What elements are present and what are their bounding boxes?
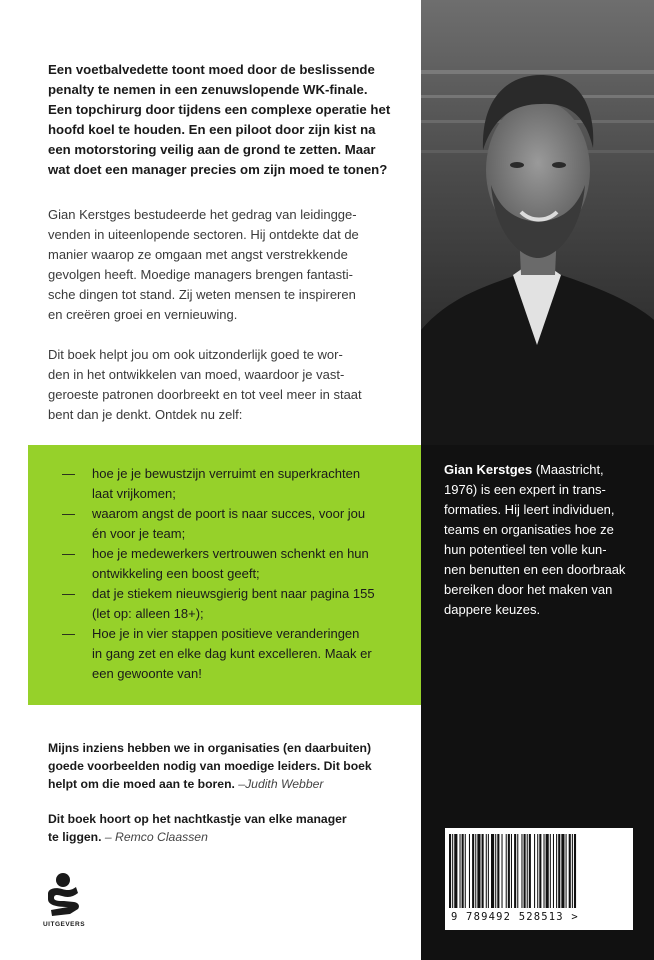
- barcode-bar: [511, 834, 512, 908]
- intro-line: een motorstoring veilig aan de grond te zetten. Maar: [48, 142, 376, 157]
- barcode-bar: [495, 834, 496, 908]
- paragraph-line: den in het ontwikkelen van moed, waardoor je vast-: [48, 367, 345, 382]
- bullet-line: waarom angst de poort is naar succes, voor jou: [92, 506, 366, 521]
- bullet-line: Hoe je in vier stappen positieve veranderingen: [92, 626, 360, 641]
- bullet-line: dat je stiekem nieuwsgierig bent naar pagina 155: [92, 586, 375, 601]
- barcode-bar: [449, 834, 451, 908]
- barcode-bar: [508, 834, 510, 908]
- barcode-bar: [517, 834, 518, 908]
- bio-line: dappere keuzes.: [444, 602, 541, 617]
- barcode-bar: [502, 834, 503, 908]
- barcode-bar: [486, 834, 487, 908]
- barcode-bar: [472, 834, 474, 908]
- quote-text: helpt om die moed aan te boren.: [48, 777, 235, 791]
- dash-icon: —: [62, 546, 75, 561]
- bio-line: [444, 460, 634, 480]
- barcode-bar: [544, 834, 545, 908]
- bullet-item: [62, 584, 412, 624]
- paragraph-line: venden in uiteenlopende sectoren. Hij ontdekte dat de: [48, 227, 359, 242]
- quote-line: goede voorbeelden nodig van moedige leiders. Dit boek: [48, 759, 372, 773]
- bullet-line: (let op: alleen 18+);: [92, 606, 204, 621]
- barcode-bar: [506, 834, 507, 908]
- bullet-line: in gang zet en elke dag kunt excelleren. Maak er: [92, 646, 372, 661]
- barcode-bar: [546, 834, 549, 908]
- barcode-bar: [569, 834, 571, 908]
- barcode-bar: [556, 834, 557, 908]
- barcode-bar: [477, 834, 480, 908]
- dash-icon: —: [62, 506, 75, 521]
- quote-line: Mijns inziens hebben we in organisaties (en daarbuiten): [48, 741, 372, 755]
- barcode-bar: [534, 834, 535, 908]
- highlight-box: [28, 445, 421, 705]
- barcode-bar: [514, 834, 516, 908]
- dash-icon: —: [62, 466, 75, 481]
- s2-logo-icon: [40, 870, 90, 950]
- isbn-barcode: [445, 828, 633, 930]
- paragraph-line: bent dan je denkt. Ontdek nu zelf:: [48, 407, 243, 422]
- author-name: Gian Kerstges: [444, 462, 533, 477]
- barcode-bar: [482, 834, 484, 908]
- description-paragraph-1: [48, 205, 400, 325]
- barcode-bar: [566, 834, 567, 908]
- intro-line: wat doet een manager precies om zijn moed te tonen?: [48, 162, 388, 177]
- bullet-line: hoe je medewerkers vertrouwen schenkt en hun: [92, 546, 369, 561]
- bullet-line: én voor je team;: [92, 526, 186, 541]
- barcode-bar: [460, 834, 461, 908]
- barcode-bar: [539, 834, 541, 908]
- bullet-line: laat vrijkomen;: [92, 486, 176, 501]
- intro-line: penalty te nemen in een zenuwslopende WK-finale.: [48, 82, 368, 97]
- intro-line: Een topchirurg door tijdens een complexe operatie het: [48, 102, 391, 117]
- review-quote-1: [48, 739, 398, 793]
- bullet-list: [62, 464, 412, 684]
- paragraph-line: manier waarop ze omgaan met angst verstrekkende: [48, 247, 348, 262]
- barcode-bar: [452, 834, 453, 908]
- barcode-bar: [572, 834, 573, 908]
- bio-line: bereiken door het maken van: [444, 582, 613, 597]
- quote-line: [48, 828, 398, 846]
- barcode-icon: [445, 828, 633, 912]
- barcode-bar: [475, 834, 476, 908]
- quote-author: – Remco Claassen: [101, 830, 208, 844]
- bullet-item: [62, 504, 412, 544]
- barcode-bar: [469, 834, 470, 908]
- barcode-bar: [454, 834, 457, 908]
- barcode-bar: [550, 834, 551, 908]
- bio-line: hun potentieel ten volle kun-: [444, 542, 607, 557]
- quote-line: Dit boek hoort op het nachtkastje van elke manager: [48, 812, 347, 826]
- intro-line: hoofd koel te houden. En een piloot door zijn kist na: [48, 122, 376, 137]
- author-portrait-icon: [421, 0, 654, 445]
- bio-line: nen benutten en een doorbraak: [444, 562, 626, 577]
- review-quote-2: [48, 810, 398, 846]
- bio-line: 1976) is een expert in trans-: [444, 482, 606, 497]
- barcode-bar: [527, 834, 528, 908]
- paragraph-line: gevolgen heeft. Moedige managers brengen fantasti-: [48, 267, 353, 282]
- bullet-item: [62, 624, 412, 684]
- barcode-bar: [462, 834, 464, 908]
- paragraph-line: geroeste patronen doorbreekt en tot veel meer in staat: [48, 387, 362, 402]
- barcode-bar: [558, 834, 560, 908]
- barcode-bar: [521, 834, 522, 908]
- paragraph-line: Gian Kerstges bestudeerde het gedrag van leidingge-: [48, 207, 357, 222]
- quote-line: [48, 775, 398, 793]
- dash-icon: —: [62, 586, 75, 601]
- bullet-item: [62, 544, 412, 584]
- quote-text: te liggen.: [48, 830, 102, 844]
- barcode-bar: [574, 834, 576, 908]
- bullet-line: hoe je je bewustzijn verruimt en superkrachten: [92, 466, 361, 481]
- bullet-line: ontwikkeling een boost geeft;: [92, 566, 260, 581]
- barcode-bar: [465, 834, 466, 908]
- publisher-label: UITGEVERS: [42, 921, 86, 928]
- barcode-bar: [524, 834, 526, 908]
- intro-line: Een voetbalvedette toont moed door de beslissende: [48, 62, 375, 77]
- barcode-bar: [497, 834, 499, 908]
- paragraph-line: en creëren groei en vernieuwing.: [48, 307, 238, 322]
- intro-paragraph: [48, 60, 400, 180]
- dash-icon: —: [62, 626, 75, 641]
- bio-line: formaties. Hij leert individuen,: [444, 502, 615, 517]
- barcode-bar: [553, 834, 554, 908]
- author-bio: [444, 460, 634, 620]
- quote-author: –Judith Webber: [234, 777, 324, 791]
- barcode-bar: [561, 834, 564, 908]
- bullet-line: een gewoonte van!: [92, 666, 202, 681]
- isbn-number: 9 789492 528513 >: [451, 911, 579, 923]
- barcode-bar: [491, 834, 494, 908]
- description-paragraph-2: [48, 345, 400, 425]
- barcode-bar: [529, 834, 531, 908]
- author-photo: [421, 0, 654, 445]
- paragraph-line: sche dingen tot stand. Zij weten mensen te inspireren: [48, 287, 356, 302]
- bio-line: teams en organisaties hoe ze: [444, 522, 614, 537]
- paragraph-line: Dit boek helpt jou om ook uitzonderlijk goed te wor-: [48, 347, 343, 362]
- barcode-bar: [537, 834, 538, 908]
- bio-text: (Maastricht,: [532, 462, 604, 477]
- barcode-bar: [488, 834, 489, 908]
- bullet-item: [62, 464, 412, 504]
